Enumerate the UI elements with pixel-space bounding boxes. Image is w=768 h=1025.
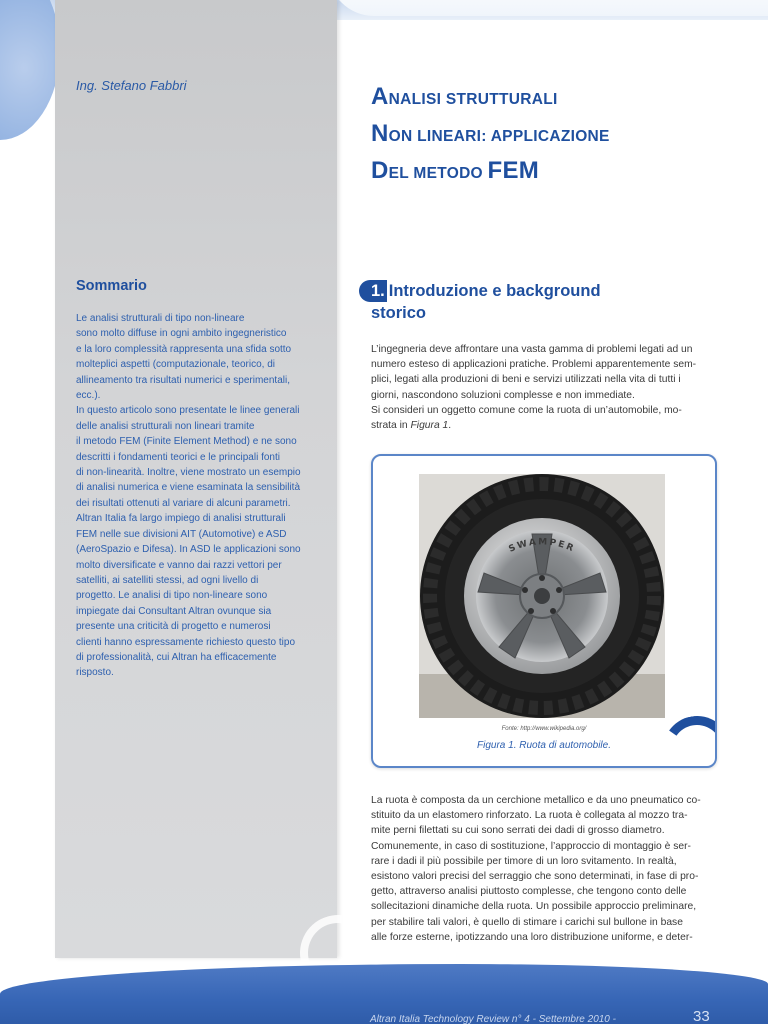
title-initial: D [371, 157, 389, 184]
abstract-line: In questo articolo sono presentate le linee generali [76, 405, 300, 417]
tire-illustration [419, 474, 665, 718]
abstract-line: ecc.). [76, 390, 101, 402]
title-line-1 [371, 80, 741, 117]
abstract-line: sono molto diffuse in ogni ambito ingegneristico [76, 328, 287, 340]
section-heading-line2: storico [371, 304, 427, 322]
title-initial: A [371, 83, 389, 110]
title-line-3 [371, 154, 741, 191]
author-name: Ing. Stefano Fabbri [76, 78, 187, 93]
section-heading [359, 280, 689, 324]
abstract-line: satelliti, ai satelliti stessi, ad ogni livello di [76, 574, 259, 586]
abstract-line: il metodo FEM (Finite Element Method) e ne sono [76, 436, 297, 448]
intro-last-line [371, 418, 716, 433]
title-text: EL METODO [388, 165, 488, 182]
abstract-line: molteplici aspetti (computazionale, teorico, di [76, 359, 275, 371]
intro-line: Si consideri un oggetto comune come la ruota di un’automobile, mo- [371, 404, 682, 416]
wheel-line: alle forze esterne, ipotizzando una loro distribuzione uniforme, e deter- [371, 931, 693, 943]
page-number: 33 [693, 1008, 710, 1025]
wheel-paragraph [371, 793, 716, 945]
wheel-line: mite perni filettati su cui sono serrati dei dadi di grosso diametro. [371, 825, 665, 837]
abstract-line: molto diversificate e vanno dai razzi vettori per [76, 559, 282, 571]
intro-line: numero esteso di applicazioni pratiche. Problemi apparentemente sem- [371, 359, 697, 371]
abstract-line: dei risultati ottenuti al variare di alcuni parametri. [76, 497, 291, 509]
abstract-line: FEM nelle sue divisioni AIT (Automotive) e ASD [76, 528, 287, 540]
abstract-line: di analisi numerica e viene esaminata la sensibilità [76, 482, 301, 494]
figure-box [371, 454, 717, 768]
abstract-line: Le analisi strutturali di tipo non-lineare [76, 313, 245, 324]
abstract-line: risposto. [76, 667, 114, 679]
abstract-line: (AeroSpazio e Difesa). In ASD le applicazioni sono [76, 544, 301, 556]
tire-brand: SWAMPER [507, 537, 577, 555]
wheel-line: esistono valori precisi del serraggio che sono determinati, in fase di pro- [371, 871, 699, 883]
abstract-line: impiegate dai Consultant Altran ovunque sia [76, 605, 272, 617]
abstract-line: progetto. Le analisi di tipo non-lineare sono [76, 590, 268, 602]
wheel-line: Comunemente, in caso di sostituzione, l’approccio di montaggio è ser- [371, 840, 691, 852]
abstract-line: Altran Italia fa largo impiego di analisi strutturali [76, 513, 286, 525]
title-text: ON LINEARI: APPLICAZIONE [388, 128, 610, 145]
intro-last-prefix: strata in [371, 420, 411, 432]
title-line-2 [371, 117, 741, 154]
wheel-line: per stabilire tali valori, è quello di stimare i carichi sul bullone in base [371, 916, 683, 928]
intro-line: L’ingegneria deve affrontare una vasta gamma di problemi legati ad un [371, 344, 693, 355]
title-fem: FEM [487, 157, 540, 184]
intro-line: giorni, nascondono soluzioni complesse e non immediate. [371, 389, 635, 401]
wheel-line: sollecitazioni dinamiche della ruota. Un possibile approccio preliminare, [371, 901, 697, 913]
intro-lines [371, 342, 716, 418]
abstract-line: allineamento tra risultati numerici e sperimentali, [76, 374, 290, 386]
abstract-line: clienti hanno espressamente richiesto questo tipo [76, 636, 296, 648]
abstract-line: delle analisi strutturali non lineari tramite [76, 420, 255, 432]
section-number: 1. [359, 280, 387, 302]
wheel-line: stituito da un elastomero rinforzato. La ruota è collegata al mozzo tra- [371, 810, 688, 822]
decorative-curve [0, 0, 60, 140]
figure-reference: Figura 1 [410, 420, 449, 432]
journal-footer: Altran Italia Technology Review n° 4 - Settembre 2010 - [370, 1014, 616, 1025]
abstract-line: di professionalità, cui Altran ha efficacemente [76, 651, 277, 663]
abstract-text [76, 311, 328, 681]
title-initial: N [371, 120, 389, 147]
wheel-line: rare i dadi il più possibile per timore di un loro svitamento. In realtà, [371, 855, 677, 867]
section-heading-line1: Introduzione e background [388, 282, 601, 300]
wheel-line: getto, attraverso analisi piuttosto complesse, che tengono conto delle [371, 886, 687, 898]
tire-photo [419, 474, 665, 718]
figure-caption: Figura 1. Ruota di automobile. [477, 740, 611, 751]
intro-last-suffix: . [448, 420, 452, 432]
abstract-line: descritti i fondamenti teorici e le principali fonti [76, 451, 280, 463]
abstract-line: presente una criticità di progetto e numerosi [76, 621, 271, 633]
intro-line: plici, legati alla produzioni di beni e servizi utilizzati nella vita di tutti i [371, 374, 681, 386]
intro-paragraph [371, 342, 716, 433]
abstract-line: e la loro complessità rappresenta una sfida sotto [76, 343, 292, 355]
wheel-line: La ruota è composta da un cerchione metallico e da uno pneumatico co- [371, 795, 701, 806]
decorative-tab [328, 0, 768, 16]
abstract-line: di non-linearità. Inoltre, viene mostrato un esempio [76, 467, 301, 479]
figure-source: Fonte: http://www.wikipedia.org/ [501, 726, 587, 732]
abstract-heading: Sommario [76, 278, 147, 294]
article-title [371, 80, 741, 191]
decorative-swoosh [658, 711, 717, 768]
title-text: NALISI STRUTTURALI [388, 91, 558, 108]
